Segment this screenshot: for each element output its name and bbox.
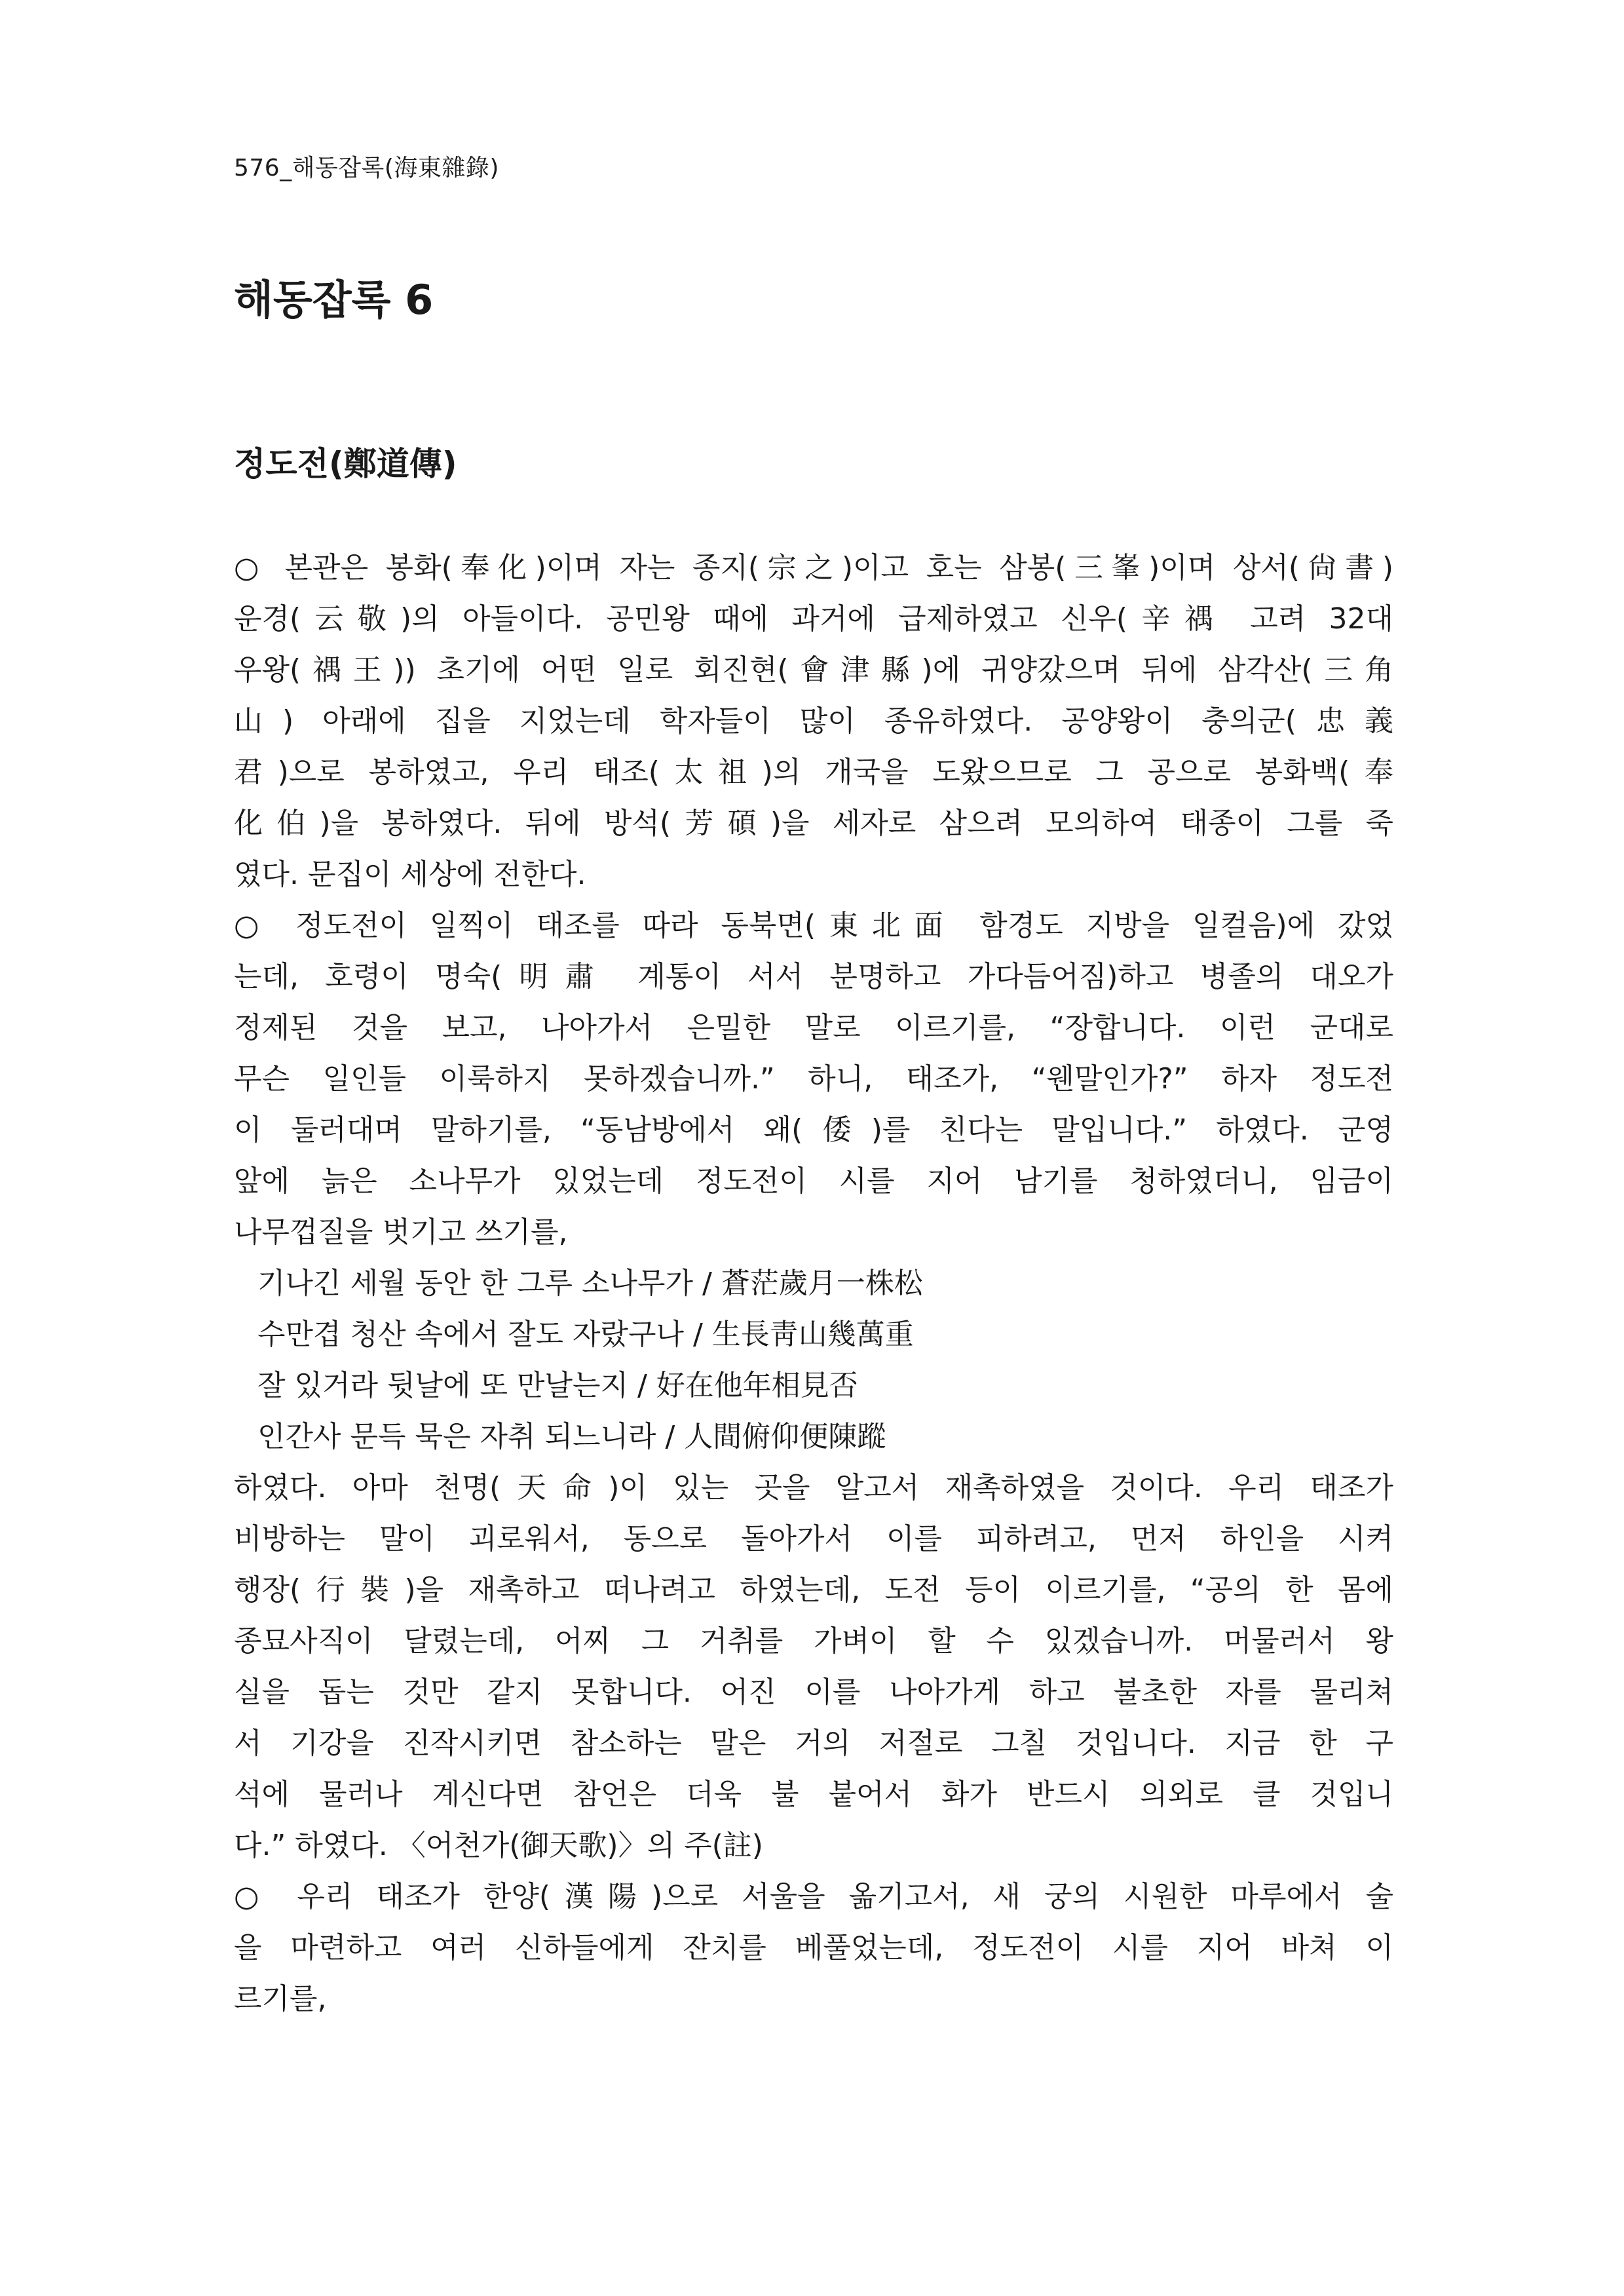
text-line: 이 둘러대며 말하기를, “동남방에서 왜(倭)를 친다는 말입니다.” 하였다. 군영 xyxy=(234,1113,1393,1147)
section-title: 정도전(鄭道傳) xyxy=(234,445,457,483)
text-line: 君)으로 봉하였고, 우리 태조(太祖)의 개국을 도왔으므로 그 공으로 봉화백(奉 xyxy=(234,756,1393,789)
text-line: ○ 정도전이 일찍이 태조를 따라 동북면(東北面 함경도 지방을 일컬음)에 갔었 xyxy=(234,909,1393,942)
text-line: 化伯)을 봉하였다. 뒤에 방석(芳碩)을 세자로 삼으려 모의하여 태종이 그를 죽 xyxy=(234,807,1393,840)
text-line: ○ 우리 태조가 한양(漢陽)으로 서울을 옮기고서, 새 궁의 시원한 마루에서 술 xyxy=(234,1880,1393,1913)
text-line: 종묘사직이 달렸는데, 어찌 그 거취를 가벼이 할 수 있겠습니까. 머물러서 왕 xyxy=(234,1624,1393,1658)
text-line: 다.” 하였다. 〈어천가(御天歌)〉의 주(註) xyxy=(234,1829,763,1862)
text-line: 르기를, xyxy=(234,1982,327,2016)
poem-line: 잘 있거라 뒷날에 또 만날는지 / 好在他年相見否 xyxy=(257,1369,858,1402)
text-line: 실을 돕는 것만 같지 못합니다. 어진 이를 나아가게 하고 불초한 자를 물리쳐 xyxy=(234,1675,1393,1709)
text-line: 석에 물러나 계신다면 참언은 더욱 불 붙어서 화가 반드시 의외로 클 것입니 xyxy=(234,1778,1393,1811)
text-line: 山) 아래에 집을 지었는데 학자들이 많이 종유하였다. 공양왕이 충의군(忠義 xyxy=(234,704,1393,738)
document-page xyxy=(234,0,1393,2296)
text-line: 나무껍질을 벗기고 쓰기를, xyxy=(234,1215,568,1249)
text-line: 을 마련하고 여러 신하들에게 잔치를 베풀었는데, 정도전이 시를 지어 바쳐 이 xyxy=(234,1931,1393,1964)
text-line: ○ 본관은 봉화(奉化)이며 자는 종지(宗之)이고 호는 삼봉(三峯)이며 상서(尙書) xyxy=(234,551,1393,584)
poem-line: 수만겹 청산 속에서 잘도 자랐구나 / 生長靑山幾萬重 xyxy=(257,1318,914,1351)
chapter-title: 해동잡록 6 xyxy=(234,276,434,324)
text-line: 앞에 늙은 소나무가 있었는데 정도전이 시를 지어 남기를 청하였더니, 임금이 xyxy=(234,1164,1393,1198)
text-line: 였다. 문집이 세상에 전한다. xyxy=(234,858,586,891)
poem-line: 기나긴 세월 동안 한 그루 소나무가 / 蒼茫歲月一株松 xyxy=(257,1267,923,1300)
text-line: 는데, 호령이 명숙(明肅 계통이 서서 분명하고 가다듬어짐)하고 병졸의 대오가 xyxy=(234,960,1393,993)
text-line: 서 기강을 진작시키면 참소하는 말은 거의 저절로 그칠 것입니다. 지금 한 구 xyxy=(234,1727,1393,1760)
text-line: 우왕(禑王)) 초기에 어떤 일로 회진현(會津縣)에 귀양갔으며 뒤에 삼각산(三角 xyxy=(234,653,1393,687)
running-header: 576_해동잡록(海東雜錄) xyxy=(234,155,499,182)
text-line: 무슨 일인들 이룩하지 못하겠습니까.” 하니, 태조가, “웬말인가?” 하자 정도전 xyxy=(234,1062,1393,1096)
text-line: 하였다. 아마 천명(天命)이 있는 곳을 알고서 재촉하였을 것이다. 우리 태조가 xyxy=(234,1471,1393,1504)
body-text xyxy=(234,543,1393,2025)
text-line: 운경(云敬)의 아들이다. 공민왕 때에 과거에 급제하였고 신우(辛禑 고려 32대 xyxy=(234,602,1393,636)
poem-line: 인간사 문득 묵은 자취 되느니라 / 人間俯仰便陳蹤 xyxy=(257,1420,886,1453)
text-line: 비방하는 말이 괴로워서, 동으로 돌아가서 이를 피하려고, 먼저 하인을 시켜 xyxy=(234,1522,1393,1556)
text-line: 행장(行裝)을 재촉하고 떠나려고 하였는데, 도전 등이 이르기를, “공의 한 몸에 xyxy=(234,1573,1393,1607)
text-line: 정제된 것을 보고, 나아가서 은밀한 말로 이르기를, “장합니다. 이런 군대로 xyxy=(234,1011,1393,1044)
